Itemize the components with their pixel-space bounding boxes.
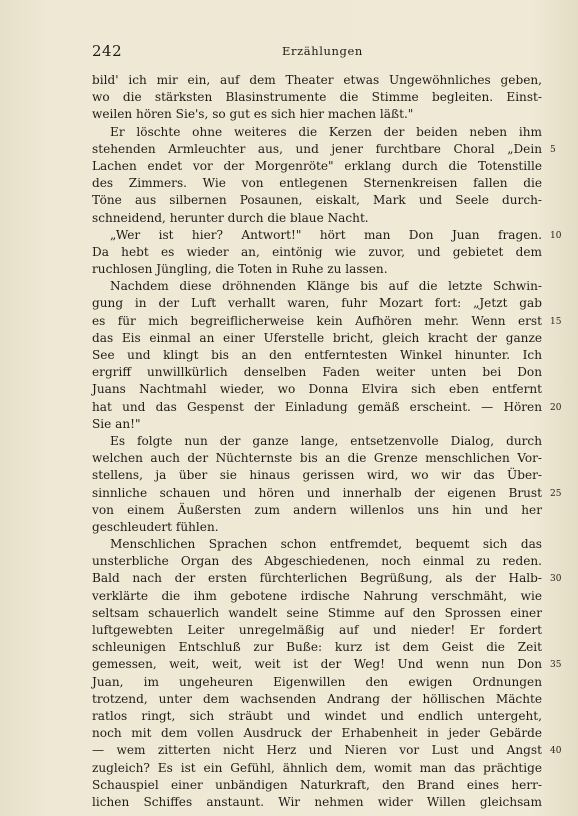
line-text: trotzend, unter dem wachsenden Andrang der höllischen Mächte xyxy=(92,691,542,706)
line-number: 25 xyxy=(550,488,562,499)
text-line xyxy=(92,605,542,622)
text-line xyxy=(92,656,562,673)
text-line xyxy=(92,485,562,502)
text-line xyxy=(92,433,542,450)
text-line xyxy=(92,777,542,794)
text-line xyxy=(92,175,542,192)
body-text xyxy=(92,72,562,811)
line-text: stellens, ja über sie hinaus gerissen wird, wo wir das Über- xyxy=(92,468,542,483)
text-line xyxy=(92,261,542,278)
text-line xyxy=(92,536,542,553)
line-text: Juan, im ungeheuren Eigenwillen den ewigen Ordnungen xyxy=(92,674,542,689)
line-text: stehenden Armleuchter aus, und jener furchtbare Choral „Dein xyxy=(92,141,542,156)
text-line xyxy=(92,72,542,89)
text-line xyxy=(92,467,542,484)
line-text: ratlos ringt, sich sträubt und windet und endlich untergeht, xyxy=(92,708,542,723)
text-line xyxy=(92,210,542,227)
line-text: gemessen, weit, weit, weit ist der Weg! Und wenn nun Don xyxy=(92,657,542,672)
line-text: geschleudert fühlen. xyxy=(92,519,219,534)
line-number: 35 xyxy=(550,660,562,671)
text-line xyxy=(92,519,542,536)
text-line xyxy=(92,141,556,158)
line-number: 5 xyxy=(550,144,556,155)
text-line xyxy=(92,708,542,725)
text-line xyxy=(92,313,562,330)
line-text: schneidend, herunter durch die blaue Nacht. xyxy=(92,210,369,225)
line-text: Bald nach der ersten fürchterlichen Begrüßung, als der Halb- xyxy=(92,571,542,586)
page-header xyxy=(92,42,542,62)
text-line xyxy=(92,106,542,123)
text-line xyxy=(92,742,562,759)
line-number: 10 xyxy=(550,230,562,241)
line-text: lichen Schiffes anstaunt. Wir nehmen wider Willen gleichsam xyxy=(92,794,542,809)
line-text: verklärte die ihm gebotene irdische Nahrung verschmäht, wie xyxy=(92,588,542,603)
line-text: Menschlichen Sprachen schon entfremdet, bequemt sich das xyxy=(110,537,542,552)
line-text: See und klingt bis an den entferntesten Winkel hinunter. Ich xyxy=(92,348,542,362)
line-text: ruchlosen Jüngling, die Toten in Ruhe zu lassen. xyxy=(92,262,388,277)
line-text: Nachdem diese dröhnenden Klänge bis auf die letzte Schwin- xyxy=(110,279,542,294)
line-text: Es folgte nun der ganze lange, entsetzenvolle Dialog, durch xyxy=(110,433,542,448)
line-text: Schauspiel einer unbändigen Naturkraft, den Brand eines herr- xyxy=(92,777,542,792)
line-text: weilen hören Sie's, so gut es sich hier machen läßt." xyxy=(92,107,414,122)
text-line xyxy=(92,725,542,742)
text-line xyxy=(92,639,542,656)
line-text: Sie an!" xyxy=(92,416,141,431)
line-number: 30 xyxy=(550,574,562,585)
text-line xyxy=(92,330,542,347)
text-line xyxy=(92,89,542,106)
text-line xyxy=(92,227,562,244)
text-line xyxy=(92,124,542,141)
text-line xyxy=(92,347,542,364)
line-text: des Zimmers. Wie von entlegenen Sternenkreisen fallen die xyxy=(92,176,542,191)
line-text: Juans Nachtmahl wieder, wo Donna Elvira sich eben entfernt xyxy=(92,382,542,397)
line-text: welchen auch der Nüchternste bis an die Grenze menschlichen Vor- xyxy=(92,451,542,466)
line-text: schleunigen Entschluß zur Buße: kurz ist dem Geist die Zeit xyxy=(92,640,542,655)
text-line xyxy=(92,381,542,398)
line-text: hat und das Gespenst der Einladung gemäß erscheint. — Hören xyxy=(92,399,542,414)
text-line xyxy=(92,553,542,570)
text-line xyxy=(92,192,542,209)
running-title: Erzählungen xyxy=(282,44,363,58)
line-text: — wem zitterten nicht Herz und Nieren vor Lust und Angst xyxy=(92,743,542,758)
text-line xyxy=(92,674,542,691)
text-line xyxy=(92,588,542,605)
line-text: Er löschte ohne weiteres die Kerzen der beiden neben ihm xyxy=(110,124,542,139)
page-number: 242 xyxy=(92,42,123,60)
line-text: bild' ich mir ein, auf dem Theater etwas Ungewöhnliches geben, xyxy=(92,73,542,87)
line-text: sinnliche schauen und hören und innerhalb der eigenen Brust xyxy=(92,485,542,500)
line-text: es für mich begreiflicherweise kein Aufhören mehr. Wenn erst xyxy=(92,313,542,328)
text-line xyxy=(92,416,542,433)
line-number: 20 xyxy=(550,402,562,413)
text-line xyxy=(92,691,542,708)
text-line xyxy=(92,364,542,381)
text-line xyxy=(92,450,542,467)
line-text: ergriff unwillkürlich denselben Faden weiter unten bei Don xyxy=(92,365,542,380)
text-line xyxy=(92,502,542,519)
text-line xyxy=(92,158,542,175)
line-text: luftgewebten Leiter unregelmäßig auf und nieder! Er fordert xyxy=(92,623,542,637)
line-number: 40 xyxy=(550,746,562,757)
line-text: von einem Äußersten zum andern willenlos uns hin und her xyxy=(92,502,542,517)
line-text: Lachen endet vor der Morgenröte" erklang durch die Totenstille xyxy=(92,158,542,173)
line-number: 15 xyxy=(550,316,562,327)
line-text: „Wer ist hier? Antwort!" hört man Don Juan fragen. xyxy=(110,227,542,242)
line-text: unsterbliche Organ des Abgeschiedenen, noch einmal zu reden. xyxy=(92,554,542,569)
text-line xyxy=(92,278,542,295)
line-text: noch mit dem vollen Ausdruck der Erhabenheit in jeder Gebärde xyxy=(92,726,542,741)
line-text: zugleich? Es ist ein Gefühl, ähnlich dem, womit man das prächtige xyxy=(92,760,542,775)
text-line xyxy=(92,570,562,587)
text-line xyxy=(92,399,562,416)
line-text: Da hebt es wieder an, eintönig wie zuvor, und gebietet dem xyxy=(92,244,542,259)
line-text: wo die stärksten Blasinstrumente die Stimme begleiten. Einst- xyxy=(92,90,542,105)
line-text: das Eis einmal an einer Uferstelle bricht, gleich kracht der ganze xyxy=(92,330,542,345)
text-line xyxy=(92,760,542,777)
text-line xyxy=(92,794,542,811)
line-text: Töne aus silbernen Posaunen, eiskalt, Mark und Seele durch- xyxy=(92,193,542,208)
line-text: seltsam schauerlich wandelt seine Stimme auf den Sprossen einer xyxy=(92,605,542,620)
text-line xyxy=(92,295,542,312)
text-line xyxy=(92,622,542,639)
line-text: gung in der Luft verhallt waren, fuhr Mozart fort: „Jetzt gab xyxy=(92,296,542,311)
text-line xyxy=(92,244,542,261)
